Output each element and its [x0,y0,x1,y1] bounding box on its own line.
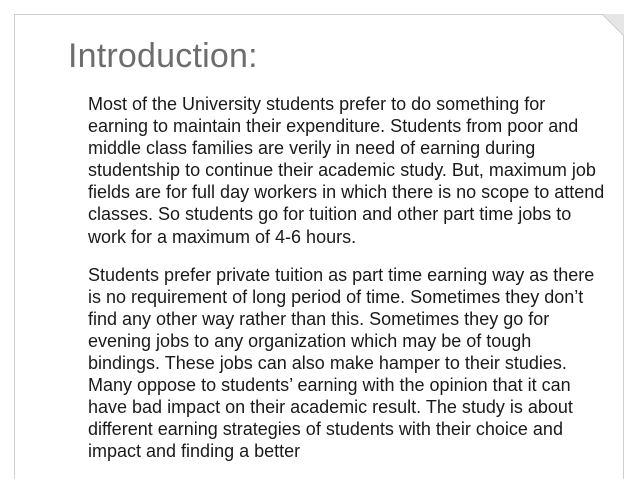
slide-frame-left [14,14,15,479]
slide-body [88,93,608,463]
slide-title: Introduction: [68,37,258,75]
corner-fold-decoration [602,14,624,36]
slide-frame-right [623,14,624,479]
body-paragraph-2: Students prefer private tuition as part time earning way as there is no requirement of long period of time. Sometimes they don’t find any other way rather than this. Sometimes they go for evening jobs to any organization which may be of tough bindings. These jobs can also make hamper to their studies. Many oppose to students’ earning with the opinion that it can have bad impact on their academic result. The study is about different earning strategies of students with their choice and impact and finding a better [88,264,595,462]
slide-frame-top [14,14,624,15]
body-paragraph-1: Most of the University students prefer to do something for earning to maintain their expenditure. Students from poor and middle class families are verily in need of earning during studentship to continue their academic study. But, maximum job fields are for full day workers in which there is no scope to attend classes. So students go for tuition and other part time jobs to work for a maximum of 4-6 hours. [88,94,605,247]
